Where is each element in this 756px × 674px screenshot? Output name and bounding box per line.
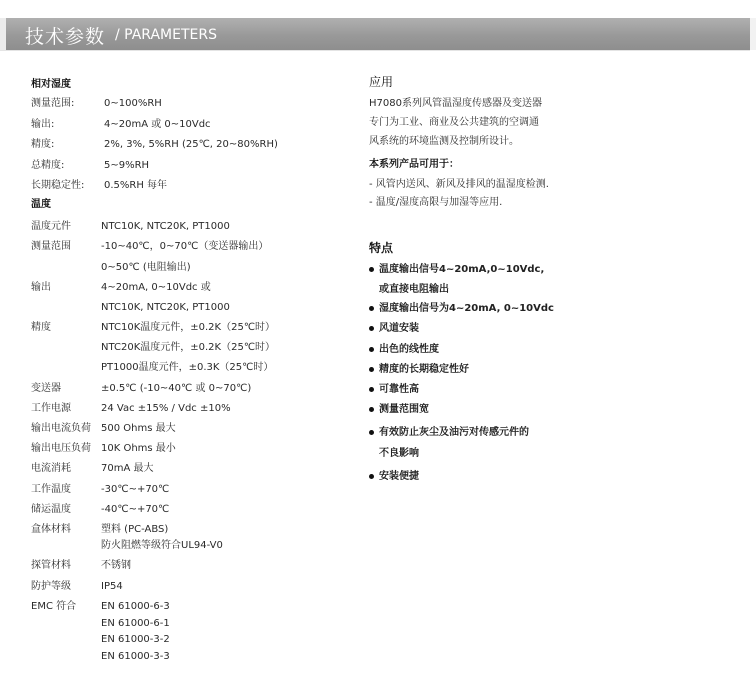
spec-value: -10~40℃，0~70℃（变送器输出） — [101, 241, 269, 252]
spec-value: 防火阻燃等级符合UL94-V0 — [101, 540, 223, 551]
bullet-icon — [369, 306, 374, 311]
spec-label: 测量范围 — [31, 241, 71, 252]
application-use: - 温度/湿度高限与加湿等应用. — [369, 197, 503, 208]
bullet-icon — [369, 326, 374, 331]
spec-value: NTC10K, NTC20K, PT1000 — [101, 221, 230, 232]
spec-label: EMC 符合 — [31, 601, 77, 612]
spec-value: 0.5%RH 每年 — [104, 180, 168, 191]
spec-value: 500 Ohms 最大 — [101, 423, 176, 434]
spec-label: 输出电压负荷 — [31, 443, 91, 454]
feature-item: 测量范围宽 — [379, 404, 429, 415]
spec-value: 0~50℃ (电阻输出) — [101, 262, 191, 273]
application-text: 专门为工业、商业及公共建筑的空调通 — [369, 117, 539, 128]
spec-value: 不锈钢 — [101, 560, 131, 571]
bullet-icon — [369, 367, 374, 372]
spec-value: 24 Vac ±15% / Vdc ±10% — [101, 403, 231, 414]
spec-label: 输出电流负荷 — [31, 423, 91, 434]
spec-label: 输出 — [31, 282, 51, 293]
spec-label: 工作电源 — [31, 403, 71, 414]
spec-value: IP54 — [101, 581, 123, 592]
spec-label: 变送器 — [31, 383, 61, 394]
spec-label: 探管材料 — [31, 560, 71, 571]
application-subheading: 本系列产品可用于： — [369, 159, 459, 170]
bullet-icon — [369, 267, 374, 272]
spec-value: PT1000温度元件，±0.3K（25℃时） — [101, 362, 274, 373]
header-divider — [0, 50, 750, 51]
bullet-icon — [369, 407, 374, 412]
spec-value: 2%, 3%, 5%RH (25℃, 20~80%RH) — [104, 139, 278, 150]
application-text: 风系统的环境监测及控制所设计。 — [369, 136, 519, 147]
spec-label: 输出: — [31, 119, 55, 130]
spec-label: 温度元件 — [31, 221, 71, 232]
bullet-icon — [369, 430, 374, 435]
section-header — [0, 18, 750, 50]
spec-label: 工作温度 — [31, 484, 71, 495]
spec-value: 5~9%RH — [104, 160, 150, 171]
section-title-cn: 技术参数 — [25, 26, 106, 48]
feature-item: 湿度输出信号为4~20mA, 0~10Vdc — [379, 303, 554, 314]
spec-label: 长期稳定性: — [31, 180, 85, 191]
feature-item: 有效防止灰尘及油污对传感元件的 — [379, 427, 529, 438]
spec-label: 防护等级 — [31, 581, 71, 592]
spec-value: 10K Ohms 最小 — [101, 443, 176, 454]
feature-item: 不良影响 — [379, 448, 419, 459]
spec-value: EN 61000-6-1 — [101, 618, 170, 629]
spec-value: -30℃~+70℃ — [101, 484, 170, 495]
bullet-icon — [369, 347, 374, 352]
spec-label: 总精度: — [31, 160, 65, 171]
spec-value: EN 61000-3-2 — [101, 634, 170, 645]
feature-item: 出色的线性度 — [379, 344, 439, 355]
bullet-icon — [369, 387, 374, 392]
spec-value: 70mA 最大 — [101, 463, 154, 474]
bullet-icon — [369, 474, 374, 479]
application-heading: 应用 — [369, 75, 394, 89]
spec-value: ±0.5℃ (-10~40℃ 或 0~70℃) — [101, 383, 252, 394]
section-title-en: / PARAMETERS — [115, 27, 217, 43]
spec-label: 测量范围: — [31, 98, 75, 109]
spec-label: 电流消耗 — [31, 463, 71, 474]
spec-label: 精度: — [31, 139, 55, 150]
spec-value: EN 61000-3-3 — [101, 651, 170, 662]
spec-value: -40℃~+70℃ — [101, 504, 170, 515]
feature-item: 或直接电阻输出 — [379, 284, 449, 295]
humidity-heading: 相对湿度 — [31, 79, 71, 90]
temperature-heading: 温度 — [31, 199, 51, 210]
spec-label: 盒体材料 — [31, 524, 71, 535]
spec-label: 储运温度 — [31, 504, 71, 515]
spec-label: 精度 — [31, 322, 51, 333]
header-edge — [750, 18, 756, 50]
feature-item: 精度的长期稳定性好 — [379, 364, 469, 375]
application-use: - 风管内送风、新风及排风的温湿度检测. — [369, 179, 549, 190]
feature-item: 安装便捷 — [379, 471, 419, 482]
features-heading: 特点 — [369, 241, 394, 255]
spec-value: NTC10K, NTC20K, PT1000 — [101, 302, 230, 313]
spec-value: EN 61000-6-3 — [101, 601, 170, 612]
spec-value: NTC20K温度元件，±0.2K（25℃时） — [101, 342, 276, 353]
spec-value: 4~20mA 或 0~10Vdc — [104, 119, 211, 130]
application-text: H7080系列风管温湿度传感器及变送器 — [369, 98, 542, 109]
spec-value: 4~20mA, 0~10Vdc 或 — [101, 282, 211, 293]
spec-value: NTC10K温度元件，±0.2K（25℃时） — [101, 322, 276, 333]
feature-item: 风道安装 — [379, 323, 419, 334]
feature-item: 温度输出信号4~20mA,0~10Vdc, — [379, 264, 545, 275]
spec-value: 0~100%RH — [104, 98, 162, 109]
feature-item: 可靠性高 — [379, 384, 419, 395]
spec-value: 塑料 (PC-ABS) — [101, 524, 169, 535]
